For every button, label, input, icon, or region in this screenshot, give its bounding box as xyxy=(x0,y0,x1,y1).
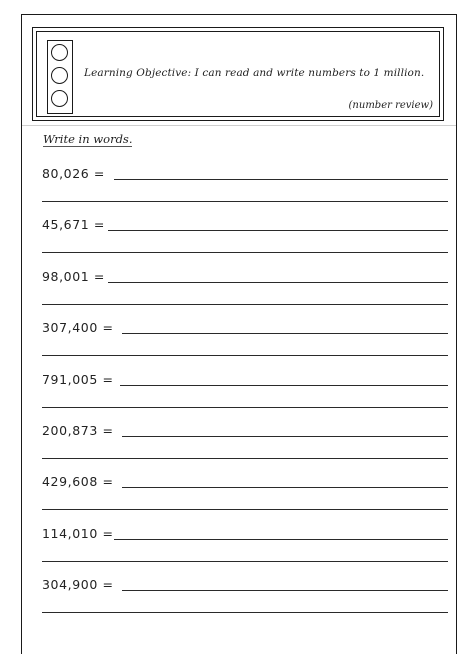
traffic-light-icon xyxy=(47,40,73,114)
question-row-6 xyxy=(42,423,448,463)
question-row-1 xyxy=(42,166,448,206)
answer-line-continuation[interactable] xyxy=(42,509,448,510)
question-row-4 xyxy=(42,320,448,360)
answer-line-continuation[interactable] xyxy=(42,304,448,305)
answer-line[interactable] xyxy=(122,590,448,591)
question-number: 429,608 = xyxy=(42,474,114,489)
traffic-light-top-circle xyxy=(51,44,68,61)
question-row-8 xyxy=(42,526,448,566)
answer-line-continuation[interactable] xyxy=(42,355,448,356)
answer-line[interactable] xyxy=(122,487,448,488)
answer-line-continuation[interactable] xyxy=(42,458,448,459)
answer-line-continuation[interactable] xyxy=(42,561,448,562)
question-number: 304,900 = xyxy=(42,577,114,592)
question-number: 80,026 = xyxy=(42,166,105,181)
learning-objective-box xyxy=(32,27,444,121)
answer-line-continuation[interactable] xyxy=(42,252,448,253)
answer-line[interactable] xyxy=(122,333,448,334)
question-number: 200,873 = xyxy=(42,423,114,438)
answer-line[interactable] xyxy=(114,539,448,540)
question-row-7 xyxy=(42,474,448,514)
question-number: 45,671 = xyxy=(42,217,105,232)
traffic-light-middle-circle xyxy=(51,67,68,84)
answer-line[interactable] xyxy=(122,436,448,437)
instruction-text: Write in words. xyxy=(43,132,133,146)
answer-line-continuation[interactable] xyxy=(42,612,448,613)
answer-line-continuation[interactable] xyxy=(42,407,448,408)
answer-line[interactable] xyxy=(108,230,448,231)
question-row-9 xyxy=(42,577,448,617)
traffic-light-bottom-circle xyxy=(51,90,68,107)
answer-line[interactable] xyxy=(114,179,448,180)
header-divider xyxy=(22,125,456,126)
answer-line[interactable] xyxy=(108,282,448,283)
question-number: 114,010 = xyxy=(42,526,114,541)
question-number: 791,005 = xyxy=(42,372,114,387)
question-row-5 xyxy=(42,372,448,412)
question-number: 307,400 = xyxy=(42,320,114,335)
worksheet-subtitle: (number review) xyxy=(348,100,433,111)
learning-objective-text: Learning Objective: I can read and write numbers to 1 million. xyxy=(84,67,425,79)
question-row-2 xyxy=(42,217,448,257)
answer-line-continuation[interactable] xyxy=(42,201,448,202)
learning-objective-inner-frame xyxy=(36,31,440,117)
question-row-3 xyxy=(42,269,448,309)
worksheet-page xyxy=(21,14,457,654)
question-number: 98,001 = xyxy=(42,269,105,284)
answer-line[interactable] xyxy=(120,385,448,386)
